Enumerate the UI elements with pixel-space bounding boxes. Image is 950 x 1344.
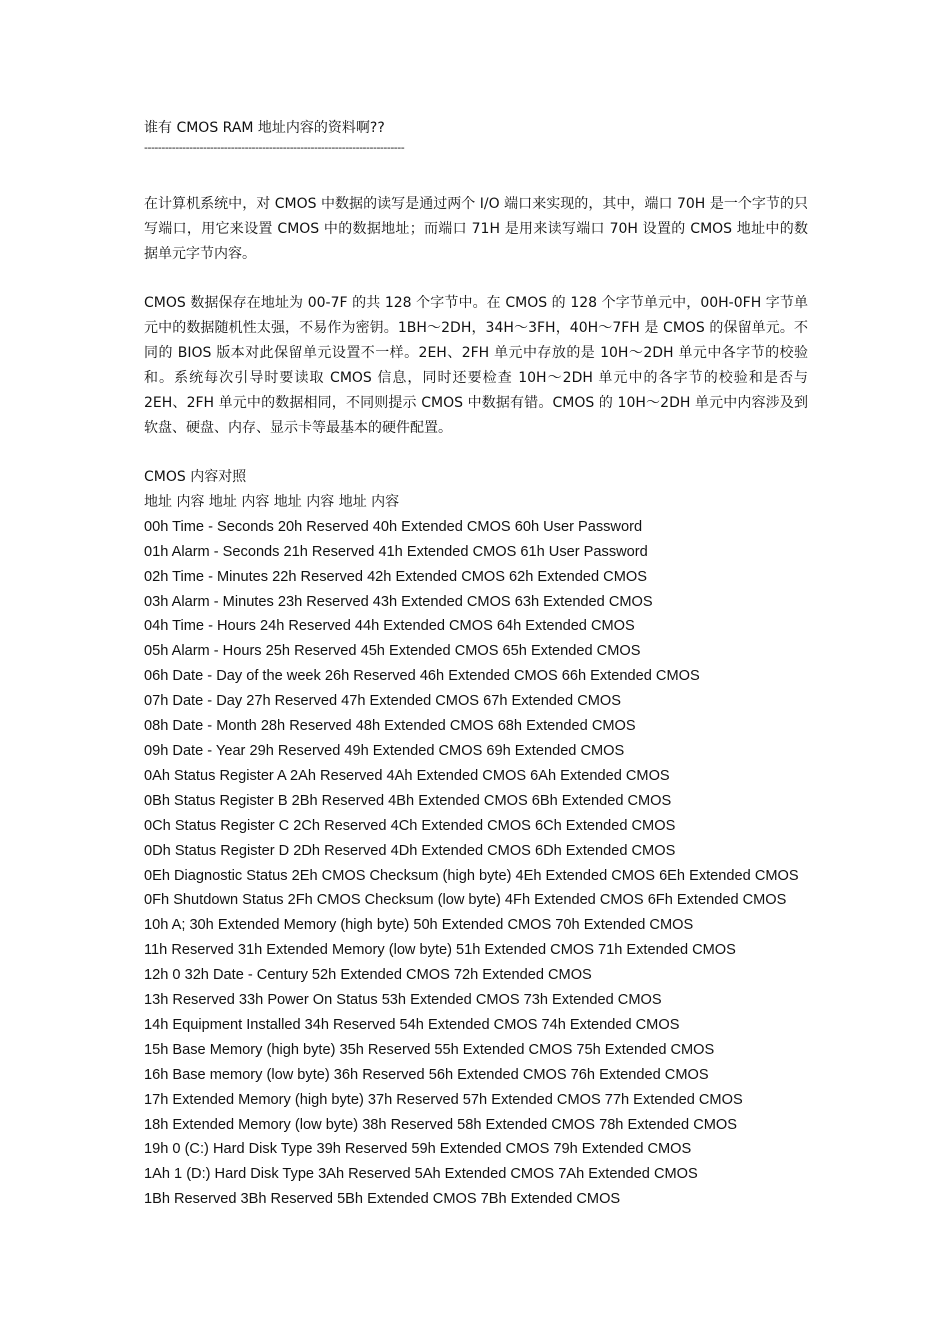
table-row: 08h Date - Month 28h Reserved 48h Extended CMOS 68h Extended CMOS bbox=[144, 718, 636, 735]
table-row: 15h Base Memory (high byte) 35h Reserved 55h Extended CMOS 75h Extended CMOS bbox=[144, 1041, 715, 1058]
table-row: 17h Extended Memory (high byte) 37h Reserved 57h Extended CMOS 77h Extended CMOS bbox=[144, 1091, 743, 1108]
table-row: 19h 0 (C:) Hard Disk Type 39h Reserved 59h Extended CMOS 79h Extended CMOS bbox=[144, 1141, 692, 1158]
table-row: 02h Time - Minutes 22h Reserved 42h Extended CMOS 62h Extended CMOS bbox=[144, 568, 647, 585]
table-row: 05h Alarm - Hours 25h Reserved 45h Extended CMOS 65h Extended CMOS bbox=[144, 643, 641, 660]
document-page bbox=[144, 116, 808, 1212]
table-title: CMOS 内容对照 bbox=[144, 469, 247, 485]
paragraph-io-ports: 在计算机系统中，对 CMOS 中数据的读写是通过两个 I/O 端口来实现的，其中，端口 70H 是一个字节的只写端口，用它来设置 CMOS 中的数据地址；而端口 71H 是用来读写端口 70H 设置的 CMOS 地址中的数据单元字节内容。 bbox=[144, 196, 808, 262]
table-row: 10h A; 30h Extended Memory (high byte) 50h Extended CMOS 70h Extended CMOS bbox=[144, 917, 694, 934]
table-row: 01h Alarm - Seconds 21h Reserved 41h Extended CMOS 61h User Password bbox=[144, 543, 648, 560]
table-row: 16h Base memory (low byte) 36h Reserved 56h Extended CMOS 76h Extended CMOS bbox=[144, 1066, 709, 1083]
table-row: 09h Date - Year 29h Reserved 49h Extended CMOS 69h Extended CMOS bbox=[144, 742, 625, 759]
table-row: 0Eh Diagnostic Status 2Eh CMOS Checksum (high byte) 4Eh Extended CMOS 6Eh Extended CMOS bbox=[144, 867, 799, 884]
table-row: 0Bh Status Register B 2Bh Reserved 4Bh Extended CMOS 6Bh Extended CMOS bbox=[144, 792, 672, 809]
table-row: 0Dh Status Register D 2Dh Reserved 4Dh Extended CMOS 6Dh Extended CMOS bbox=[144, 842, 676, 859]
table-header: 地址 内容 地址 内容 地址 内容 地址 内容 bbox=[144, 493, 400, 510]
document-title: 谁有 CMOS RAM 地址内容的资料啊?? bbox=[144, 120, 385, 136]
address-table bbox=[144, 515, 808, 1212]
table-row: 18h Extended Memory (low byte) 38h Reserved 58h Extended CMOS 78h Extended CMOS bbox=[144, 1116, 737, 1133]
table-row: 00h Time - Seconds 20h Reserved 40h Extended CMOS 60h User Password bbox=[144, 518, 643, 535]
spacer bbox=[144, 441, 808, 465]
spacer bbox=[144, 267, 808, 291]
table-row: 04h Time - Hours 24h Reserved 44h Extended CMOS 64h Extended CMOS bbox=[144, 618, 635, 635]
table-row: 11h Reserved 31h Extended Memory (low byte) 51h Extended CMOS 71h Extended CMOS bbox=[144, 942, 736, 959]
table-row: 14h Equipment Installed 34h Reserved 54h Extended CMOS 74h Extended CMOS bbox=[144, 1016, 680, 1033]
table-row: 1Bh Reserved 3Bh Reserved 5Bh Extended CMOS 7Bh Extended CMOS bbox=[144, 1191, 621, 1208]
table-row: 07h Date - Day 27h Reserved 47h Extended CMOS 67h Extended CMOS bbox=[144, 693, 621, 710]
paragraph-cmos-storage: CMOS 数据保存在地址为 00-7F 的共 128 个字节中。在 CMOS 的 128 个字节单元中，00H-0FH 字节单元中的数据随机性太强，不易作为密钥。1BH～2DH，34H～3FH，40H～7FH 是 CMOS 的保留单元。不同的 BIOS 版本对此保留单元设置不一样。2EH、2FH 单元中存放的是 10H～2DH 单元中各字节的校验和。系统每次引导时要读取 CMOS 信息，同时还要检查 10H～2DH 单元中的各字节的校验和是否与 2EH、2FH 单元中的数据相同，不同则提示 CMOS 中数据有错。CMOS 的 10H～2DH 单元中内容涉及到软盘、硬盘、内存、显示卡等最基本的硬件配置。 bbox=[144, 295, 808, 436]
table-row: 12h 0 32h Date - Century 52h Extended CMOS 72h Extended CMOS bbox=[144, 967, 592, 984]
table-row: 13h Reserved 33h Power On Status 53h Extended CMOS 73h Extended CMOS bbox=[144, 992, 662, 1009]
spacer bbox=[144, 156, 808, 192]
table-row: 0Fh Shutdown Status 2Fh CMOS Checksum (low byte) 4Fh Extended CMOS 6Fh Extended CMOS bbox=[144, 892, 787, 909]
table-row: 0Ah Status Register A 2Ah Reserved 4Ah Extended CMOS 6Ah Extended CMOS bbox=[144, 767, 670, 784]
table-row: 06h Date - Day of the week 26h Reserved 46h Extended CMOS 66h Extended CMOS bbox=[144, 668, 700, 685]
table-row: 03h Alarm - Minutes 23h Reserved 43h Extended CMOS 63h Extended CMOS bbox=[144, 593, 653, 610]
table-row: 0Ch Status Register C 2Ch Reserved 4Ch Extended CMOS 6Ch Extended CMOS bbox=[144, 817, 676, 834]
separator-rule: --------------------------------------------------------------------------- bbox=[144, 141, 405, 154]
table-row: 1Ah 1 (D:) Hard Disk Type 3Ah Reserved 5Ah Extended CMOS 7Ah Extended CMOS bbox=[144, 1166, 698, 1183]
